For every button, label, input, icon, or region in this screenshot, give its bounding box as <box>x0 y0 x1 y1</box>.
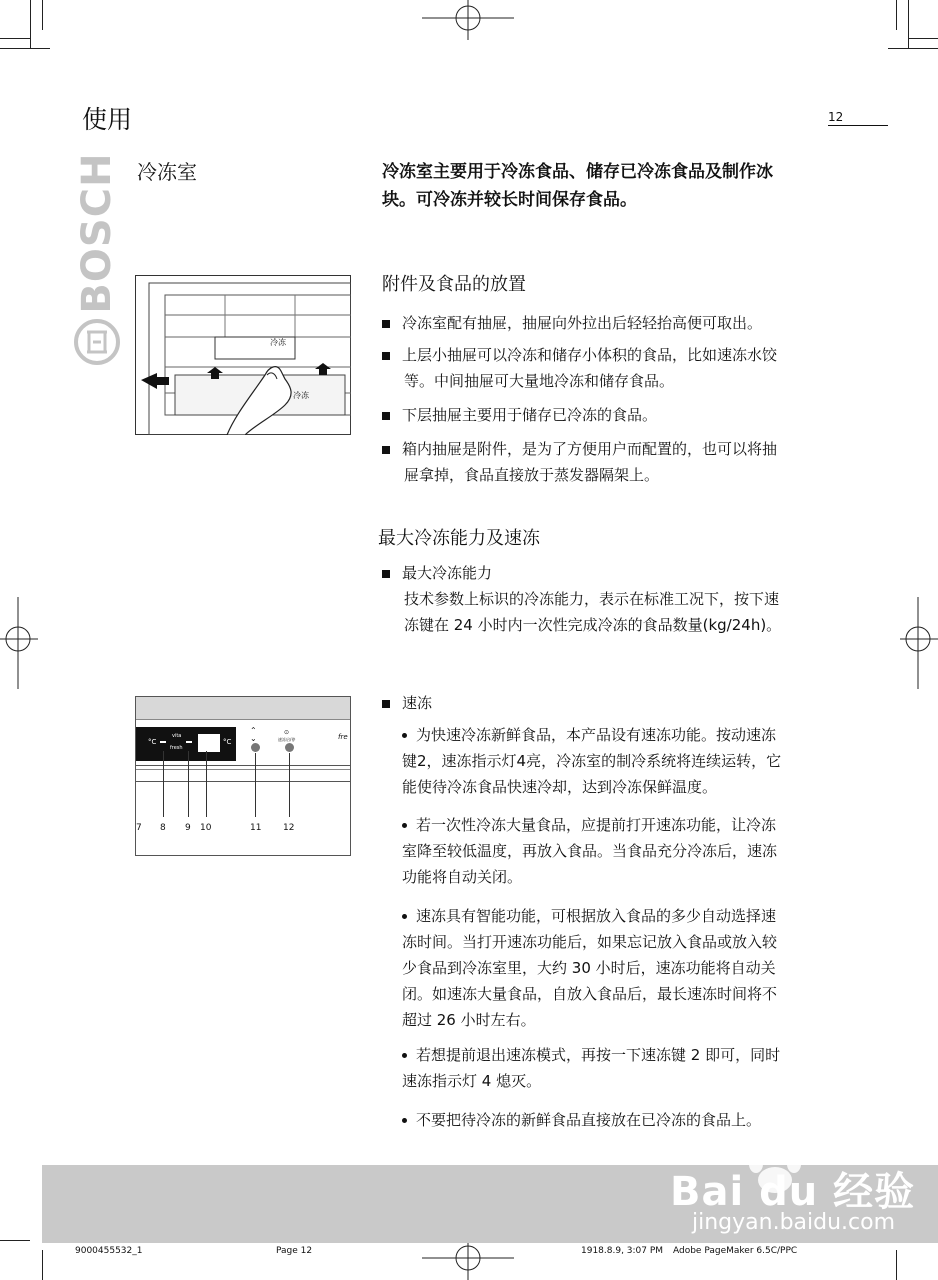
crop-mark <box>0 48 50 49</box>
list-item: 最大冷冻能力 技术参数上标识的冷冻能力，表示在标准工况下，按下速 冻键在 24 小时内一次性完成冷冻的食品数量(kg/24h)。 <box>382 560 832 638</box>
paragraph: 不要把待冷冻的新鲜食品直接放在已冷冻的食品上。 <box>402 1107 832 1133</box>
paragraph: 为快速冷冻新鲜食品，本产品设有速冻功能。按动速冻 键2，速冻指示灯4亮，冷冻室的制冷系统将连续运转，它 能使待冷冻食品快速冷却，达到冷冻保鲜温度。 <box>402 726 782 796</box>
quick-freeze-heading: 速冻 <box>382 690 832 716</box>
footer-page: Page 12 <box>276 1246 313 1256</box>
control-panel-diagram <box>135 696 351 856</box>
watermark-url: jingyan.baidu.com <box>692 1210 896 1235</box>
registration-mark-right <box>898 595 938 691</box>
page-number: 12 <box>828 110 844 124</box>
callout-7: 7 <box>136 823 142 833</box>
callout-10: 10 <box>200 823 212 833</box>
callout-9: 9 <box>185 823 191 833</box>
quick-freeze-label: 速冻启/停 <box>278 737 296 742</box>
registration-mark-top <box>420 0 516 40</box>
watermark-brand: Bai du 经验 <box>670 1169 916 1215</box>
registration-mark-left <box>0 595 40 691</box>
display-bar: °C vita fresh °C <box>136 727 236 761</box>
fig1-label-left: 冷冻 <box>293 391 309 400</box>
page-title: 使用 <box>82 105 133 134</box>
list-item: 上层小抽屉可以冷冻和储存小体积的食品，比如速冻水饺 等。中间抽屉可大量地冷冻和储存食品。 <box>382 342 832 394</box>
bosch-armature-icon <box>73 318 121 366</box>
list-item: 冷冻室配有抽屉，抽屉向外拉出后轻轻抬高便可取出。 <box>382 310 832 336</box>
up-down-arrows-icon: ⌃ ⌄ <box>250 726 257 743</box>
callout-11: 11 <box>250 823 262 833</box>
fig1-label-right: 冷冻 <box>270 338 286 347</box>
crop-mark <box>888 48 938 49</box>
crop-mark <box>0 1240 30 1241</box>
temp-button[interactable] <box>251 743 260 752</box>
registration-mark-bottom <box>420 1240 516 1280</box>
crop-mark <box>908 0 909 48</box>
max-freeze-title: 最大冷冻能力及速冻 <box>378 528 540 549</box>
paragraph: 若想提前退出速冻模式，再按一下速冻键 2 即可，同时 速冻指示灯 4 熄灭。 <box>402 1046 781 1090</box>
crop-mark <box>896 0 897 30</box>
list-item: 下层抽屉主要用于储存已冷冻的食品。 <box>382 402 832 428</box>
panel-top-band <box>136 697 350 720</box>
intro-text: 冷冻室主要用于冷冻食品、储存已冷冻食品及制作冰 块。可冷冻并较长时间保存食品。 <box>382 162 773 210</box>
footer-software: Adobe PageMaker 6.5C/PPC <box>673 1246 798 1256</box>
crop-mark <box>0 38 30 39</box>
paragraph: 速冻具有智能功能，可根据放入食品的多少自动选择速 冻时间。当打开速冻功能后，如果忘记放入食品或放入较 少食品到冷冻室里，大约 30 小时后，速冻功能将自动关 闭。如速冻大量食品，自放入食品后，最长速冻时间将不 超过 26 小时左右。 <box>402 907 778 1029</box>
footer-date: 1918.8.9, 3:07 PM <box>581 1246 664 1256</box>
callout-8: 8 <box>160 823 166 833</box>
list-item: 箱内抽屉是附件，是为了方便用户而配置的，也可以将抽 屉拿掉，食品直接放于蒸发器隔架上。 <box>382 436 832 488</box>
crop-mark <box>30 0 31 48</box>
freezer-drawer-illustration <box>135 275 351 435</box>
callout-12: 12 <box>283 823 295 833</box>
crop-mark <box>42 0 43 30</box>
fan-icon: ⊙ <box>284 729 290 736</box>
crop-mark <box>42 1250 43 1280</box>
brand-partial: fre <box>338 733 348 741</box>
footer-doc-id: 9000455532_1 <box>75 1246 143 1256</box>
bosch-logo: BOSCH <box>74 152 120 314</box>
crop-mark <box>908 38 938 39</box>
paragraph: 若一次性冷冻大量食品，应提前打开速冻功能，让冷冻 室降至较低温度，再放入食品。当食品充分冷冻后，速冻 功能将自动关闭。 <box>402 816 778 886</box>
quick-freeze-button[interactable] <box>285 743 294 752</box>
crop-mark <box>896 1250 897 1280</box>
accessories-title: 附件及食品的放置 <box>382 274 526 295</box>
page-number-rule <box>828 125 888 126</box>
section-title: 冷冻室 <box>137 160 197 184</box>
